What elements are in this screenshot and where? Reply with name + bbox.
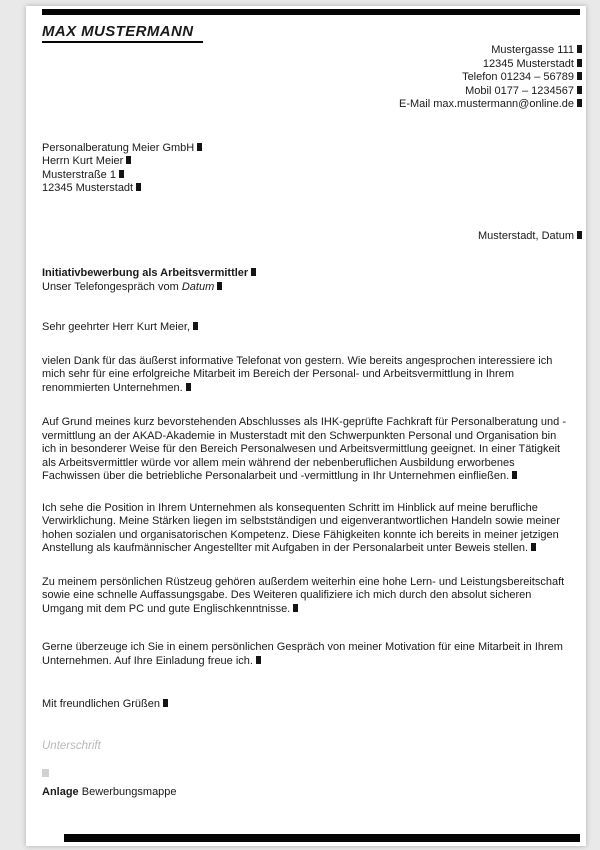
enclosure-value: Bewerbungsmappe: [81, 786, 177, 798]
paragraph-mark-icon: [577, 45, 582, 53]
sender-contact-line: Telefon 01234 – 56789: [26, 71, 582, 85]
paragraph-mark-icon: [512, 471, 517, 479]
body-paragraph: Auf Grund meines kurz bevorstehenden Abschlusses als IHK-geprüfte Fachkraft für Personalberatung und -vermittlung an der AKAD-Akademie in Musterstadt mit den Schwerpunkten Personal und Organisation bin ich in besonderer Weise für den Bereich Personalwesen und Arbeitsvermittlung geeignet. In einer Tätigkeit als Arbeitsvermittler würde vor allem mein während der nebenberuflichen Ausbildung erworbenes Fachwissen über die betriebliche Personalarbeit und -vermittlung in Ihr Unternehmen einfließen.: [42, 416, 567, 482]
subject-line: Initiativbewerbung als Arbeitsvermittler: [42, 267, 586, 281]
paragraph-mark-icon: [293, 604, 298, 612]
closing-line: Mit freundlichen Grüßen: [42, 698, 586, 712]
body-paragraph: Zu meinem persönlichen Rüstzeug gehören außerdem weiterhin eine hohe Lern- und Leistungsbereitschaft sowie eine schnelle Auffassungsgabe. Des Weiteren qualifiziere ich mich durch den absolut sicheren Umgang mit dem PC und gute Englischkenntnisse.: [42, 575, 565, 615]
recipient-line: 12345 Musterstadt: [42, 182, 586, 196]
paragraph-mark-icon: [186, 383, 191, 391]
paragraph-mark-icon: [577, 99, 582, 107]
body-paragraph: Ich sehe die Position in Ihrem Unternehmen als konsequenten Schritt im Hinblick auf meine berufliche Verwirklichung. Meine Stärken liegen im selbstständigen und eigenverantwortlichen Handeln sowie meiner hohen sozialen und organisatorischen Kompetenz. Diese Fähigkeiten konnte ich bereits in meiner jetzigen Anstellung als kaufmännischer Angestellter mit Aufgaben in der Personalarbeit unter Beweis stellen.: [42, 501, 560, 554]
top-divider: [42, 9, 580, 15]
sender-contact-line: Mobil 0177 – 1234567: [26, 85, 582, 99]
paragraph-mark-icon: [136, 183, 141, 191]
sender-name-text: MAX MUSTERMANN: [42, 23, 203, 43]
sender-contact-line: Mustergasse 111: [26, 44, 582, 58]
paragraph-mark-icon: [577, 59, 582, 67]
paragraph-mark-icon: [193, 322, 198, 330]
signature-placeholder: Unterschrift: [42, 739, 101, 752]
paragraph-mark-icon: [197, 143, 202, 151]
reference-emphasis: Datum: [181, 280, 215, 293]
paragraph-mark-icon: [531, 543, 536, 551]
paragraph-mark-icon: [119, 170, 124, 178]
paragraph-mark-icon: [126, 156, 131, 164]
letter-page: [26, 6, 586, 846]
paragraph-mark-icon: [256, 656, 261, 664]
paragraph-mark-icon: [577, 72, 582, 80]
bottom-divider: [64, 834, 580, 842]
place-date-line: Musterstadt, Datum: [26, 230, 582, 244]
salutation: Sehr geehrter Herr Kurt Meier,: [42, 321, 586, 335]
paragraph-mark-icon: [577, 86, 582, 94]
recipient-line: Musterstraße 1: [42, 169, 586, 183]
sender-contact-line: E-Mail max.mustermann@online.de: [26, 98, 582, 112]
body-paragraph: Gerne überzeuge ich Sie in einem persönlichen Gespräch von meiner Motivation für eine Mitarbeit in Ihrem Unternehmen. Auf Ihre Einladung freue ich.: [42, 641, 563, 667]
reference-line: Unser Telefongespräch vom Datum: [42, 281, 586, 295]
enclosure-line: [42, 786, 586, 800]
sender-contact-block: [26, 44, 582, 112]
paragraph-mark-icon: [251, 268, 256, 276]
sender-contact-line: 12345 Musterstadt: [26, 58, 582, 72]
paragraph-mark-icon: [163, 699, 168, 707]
recipient-line: Personalberatung Meier GmbH: [42, 142, 586, 156]
enclosure-label: Anlage: [42, 786, 79, 798]
sender-name: [42, 23, 586, 43]
recipient-block: [42, 142, 586, 196]
paragraph-mark-icon: [577, 231, 582, 239]
body-paragraph: vielen Dank für das äußerst informative Telefonat von gestern. Wie bereits angesprochen interessiere ich mich sehr für eine erfolgreiche Mitarbeit im Bereich der Personal- und Arbeitsvermittlung in Ihrem renommierten Unternehmen.: [42, 354, 553, 394]
paragraph-mark-icon: [217, 282, 222, 290]
formatting-mark: [42, 769, 49, 777]
recipient-line: Herrn Kurt Meier: [42, 155, 586, 169]
